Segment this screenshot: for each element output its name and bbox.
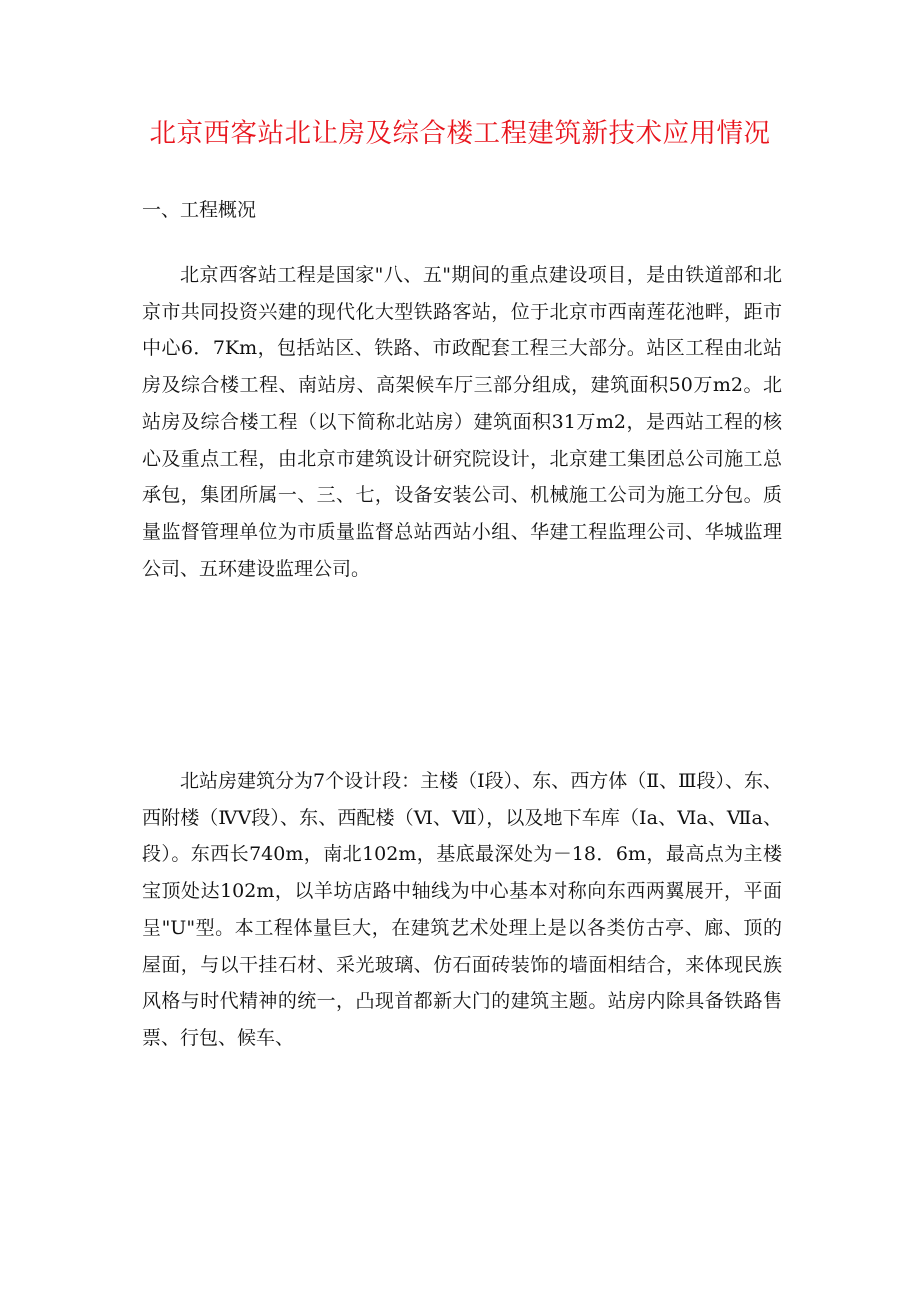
section-heading: 一、工程概况 xyxy=(142,199,257,221)
paragraph-project-overview: 北京西客站工程是国家"八、五"期间的重点建设项目，是由铁道部和北京市共同投资兴建的现代化大型铁路客站，位于北京市西南莲花池畔，距市中心6．7Km，包括站区、铁路、市政配套工程三大部分。站区工程由北站房及综合楼工程、南站房、高架候车厅三部分组成，建筑面积50万m2。北站房及综合楼工程（以下简称北站房）建筑面积31万m2，是西站工程的核心及重点工程，由北京市建筑设计研究院设计，北京建工集团总公司施工总承包，集团所属一、三、七，设备安装公司、机械施工公司为施工分包。质量监督管理单位为市质量监督总站西站小组、华建工程监理公司、华城监理公司、五环建设监理公司。 xyxy=(142,264,782,580)
document-title: 北京西客站北让房及综合楼工程建筑新技术应用情况 xyxy=(149,118,771,149)
paragraph-building-design: 北站房建筑分为7个设计段：主楼（Ⅰ段）、东、西方体（Ⅱ、Ⅲ段）、东、西附楼（ⅣⅤ段）、东、西配楼（Ⅵ、Ⅶ），以及地下车库（Ⅰa、Ⅵa、Ⅶa、段）。东西长740m，南北102m，基底最深处为－18．6m，最高点为主楼宝顶处达102m，以羊坊店路中轴线为中心基本对称向东西两翼展开，平面呈"U"型。本工程体量巨大，在建筑艺术处理上是以各类仿古亭、廊、顶的屋面，与以干挂石材、采光玻璃、仿石面砖装饰的墙面相结合，来体现民族风格与时代精神的统一，凸现首都新大门的建筑主题。站房内除具备铁路售票、行包、候车、 xyxy=(142,770,782,1049)
